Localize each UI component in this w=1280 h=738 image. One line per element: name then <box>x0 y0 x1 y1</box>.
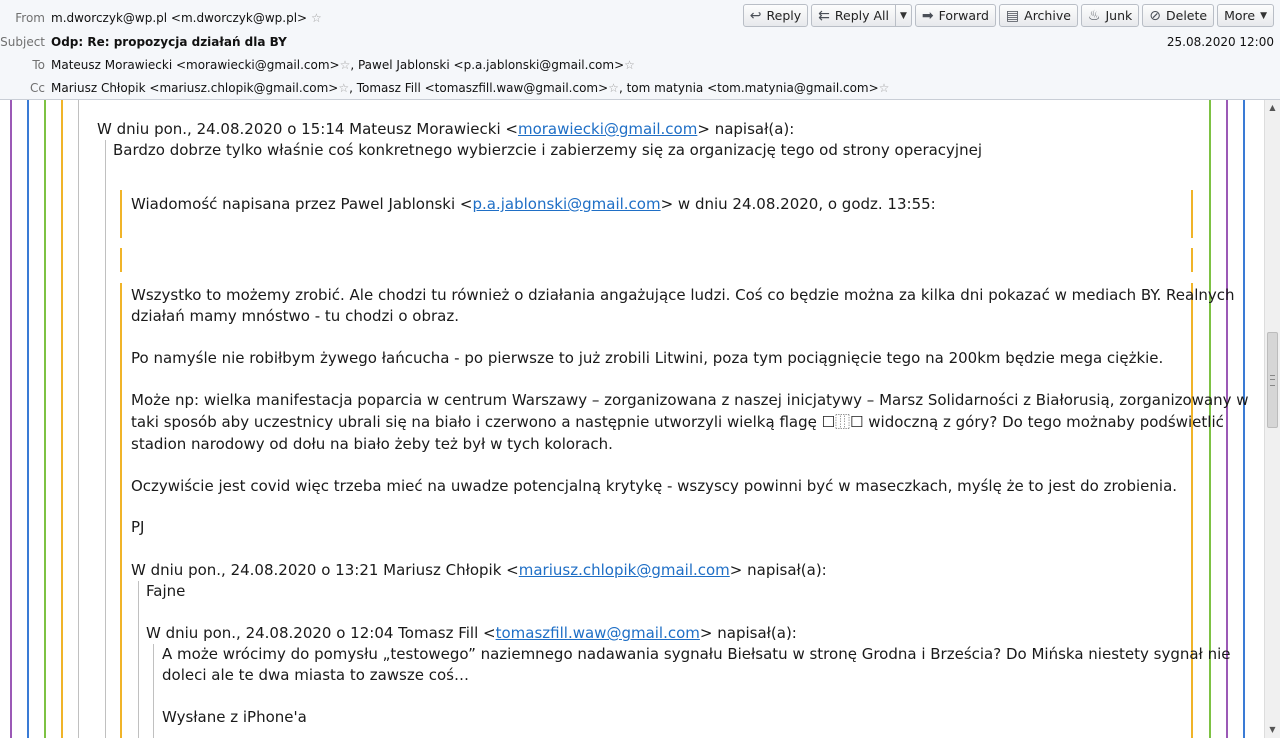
intro-text: > napisał(a): <box>699 624 797 642</box>
grip-icon <box>1270 375 1275 386</box>
reply-button[interactable] <box>743 4 808 27</box>
cc-recipient[interactable]: , Tomasz Fill <tomaszfill.waw@gmail.com> <box>349 81 609 95</box>
paragraph-line: taki sposób aby uczestnicy ubrali się na biało i czerwono a następnie utworzyli wielką flagę ☐⿲☐ widoczną z góry? Do tego możnaby podświetlić <box>131 413 1224 431</box>
quote-bar <box>105 140 106 738</box>
from-label: From <box>15 11 45 25</box>
quote-text-morawiecki: Bardzo dobrze tylko właśnie coś konkretnego wybierzcie i zabierzemy się za organizację tego od strony operacyjnej <box>113 141 982 159</box>
message-body[interactable] <box>0 100 1264 738</box>
cc-recipient[interactable]: Mariusz Chłopik <mariusz.chlopik@gmail.com> <box>51 81 339 95</box>
subject-label: Subject <box>0 35 45 49</box>
vertical-scrollbar[interactable] <box>1264 100 1280 738</box>
star-icon[interactable]: ☆ <box>624 58 635 72</box>
intro-text: > napisał(a): <box>729 561 827 579</box>
quote-bar <box>1226 100 1228 738</box>
quote-bar <box>153 644 154 738</box>
reply-all-dropdown-button[interactable] <box>896 4 912 27</box>
quote-intro-fill <box>146 623 797 644</box>
intro-text: Wiadomość napisana przez Pawel Jablonski < <box>131 195 473 213</box>
reply-all-split <box>811 4 912 27</box>
message-header <box>0 0 1280 100</box>
star-icon[interactable]: ☆ <box>878 81 890 95</box>
from-address[interactable]: m.dworczyk@wp.pl <m.dworczyk@wp.pl> <box>51 11 308 25</box>
junk-button[interactable] <box>1081 4 1139 27</box>
quote-bar <box>138 581 139 738</box>
forward-label: Forward <box>938 8 989 23</box>
junk-flame-icon: ♨ <box>1087 7 1101 24</box>
quote-bar <box>10 100 12 738</box>
scrollbar-thumb[interactable] <box>1267 332 1278 428</box>
forward-button[interactable] <box>915 4 996 27</box>
message-toolbar <box>743 4 1274 27</box>
quote-bar <box>120 283 122 738</box>
email-link[interactable]: tomaszfill.waw@gmail.com <box>495 624 700 642</box>
paragraph-line: A może wrócimy do pomysłu „testowego” naziemnego nadawania sygnału Biełsatu w stronę Grodna i Brześcia? Do Mińska niestety sygnał nie <box>162 645 1231 663</box>
chevron-down-icon: ▼ <box>1260 10 1267 21</box>
cc-label: Cc <box>30 81 45 95</box>
scroll-up-arrow-icon[interactable]: ▲ <box>1269 103 1276 112</box>
delete-circle-icon: ⊘ <box>1149 7 1161 24</box>
quote-bar <box>1191 283 1193 738</box>
star-icon[interactable]: ☆ <box>608 81 619 95</box>
forward-arrow-icon: ➡ <box>921 7 934 24</box>
more-button[interactable] <box>1217 4 1274 27</box>
subject-value: Odp: Re: propozycja działań dla BY <box>51 35 287 49</box>
email-link[interactable]: morawiecki@gmail.com <box>517 120 698 138</box>
chevron-down-icon: ▼ <box>899 10 907 21</box>
archive-box-icon: ▤ <box>1005 7 1020 24</box>
to-label: To <box>32 58 45 72</box>
star-icon[interactable]: ☆ <box>310 11 322 25</box>
star-icon[interactable]: ☆ <box>339 58 351 72</box>
quote-bar <box>1243 100 1245 738</box>
paragraph-line: stadion narodowy od dołu na biało żeby też był w tych kolorach. <box>131 435 613 453</box>
intro-text: W dniu pon., 24.08.2020 o 15:14 Mateusz Morawiecki < <box>97 120 518 138</box>
quote-bar <box>1191 248 1193 272</box>
paragraph-line: Oczywiście jest covid więc trzeba mieć na uwadze potencjalną krytykę - wszyscy powinni być w maseczkach, myślę że to jest do zrobienia. <box>131 477 1178 495</box>
quote-bar <box>61 100 63 738</box>
reply-all-button[interactable] <box>811 4 896 27</box>
intro-text: W dniu pon., 24.08.2020 o 12:04 Tomasz Fill < <box>146 624 496 642</box>
intro-text: > napisał(a): <box>697 120 795 138</box>
to-recipient[interactable]: , Pawel Jablonski <p.a.jablonski@gmail.com> <box>350 58 625 72</box>
star-icon[interactable]: ☆ <box>338 81 350 95</box>
quote-bar <box>27 100 29 738</box>
intro-text: W dniu pon., 24.08.2020 o 13:21 Mariusz Chłopik < <box>131 561 519 579</box>
email-link[interactable]: p.a.jablonski@gmail.com <box>472 195 661 213</box>
delete-button[interactable] <box>1142 4 1214 27</box>
paragraph-line: Po namyśle nie robiłbym żywego łańcucha - po pierwsze to już zrobili Litwini, poza tym pociągnięcie tego na 200km będzie mega ciężkie. <box>131 349 1164 367</box>
quote-intro-jablonski <box>131 194 936 215</box>
reply-all-label: Reply All <box>834 8 889 23</box>
reply-label: Reply <box>766 8 802 23</box>
quote-bar <box>1191 190 1193 238</box>
delete-label: Delete <box>1166 8 1208 23</box>
paragraph-line: Może np: wielka manifestacja poparcia w centrum Warszawy – zorganizowana z naszej inicjatywy – Marsz Solidarności z Białorusią, zorganizowany w <box>131 391 1249 409</box>
paragraph-line: doleci ale te dwa miasta to zawsze coś… <box>162 666 469 684</box>
junk-label: Junk <box>1105 8 1133 23</box>
paragraph-line: Wszystko to możemy zrobić. Ale chodzi tu również o działania angażujące ludzi. Coś co będzie można za kilka dni pokazać w mediach BY. Realnych <box>131 286 1235 304</box>
cc-recipient[interactable]: , tom matynia <tom.matynia@gmail.com> <box>618 81 879 95</box>
to-recipient[interactable]: Mateusz Morawiecki <morawiecki@gmail.com> <box>51 58 340 72</box>
quote-bar <box>78 100 79 738</box>
quote-bar <box>120 248 122 272</box>
archive-label: Archive <box>1024 8 1071 23</box>
reply-all-arrow-icon: ⇇ <box>818 7 830 24</box>
more-label: More <box>1224 8 1256 23</box>
signature: Wysłane z iPhone'a <box>162 708 307 726</box>
scroll-down-arrow-icon[interactable]: ▼ <box>1269 725 1276 734</box>
quote-intro-morawiecki <box>97 119 794 140</box>
quote-bar <box>44 100 46 738</box>
paragraph-line: działań mamy mnóstwo - tu chodzi o obraz. <box>131 307 459 325</box>
quote-bar <box>120 190 122 238</box>
email-link[interactable]: mariusz.chlopik@gmail.com <box>518 561 730 579</box>
signature: PJ <box>131 518 145 536</box>
intro-text: > w dniu 24.08.2020, o godz. 13:55: <box>660 195 936 213</box>
quote-intro-chlopik <box>131 560 827 581</box>
quote-text-chlopik: Fajne <box>146 582 186 600</box>
reply-arrow-icon: ↩ <box>749 7 762 24</box>
message-date: 25.08.2020 12:00 <box>1166 35 1274 49</box>
archive-button[interactable] <box>999 4 1078 27</box>
